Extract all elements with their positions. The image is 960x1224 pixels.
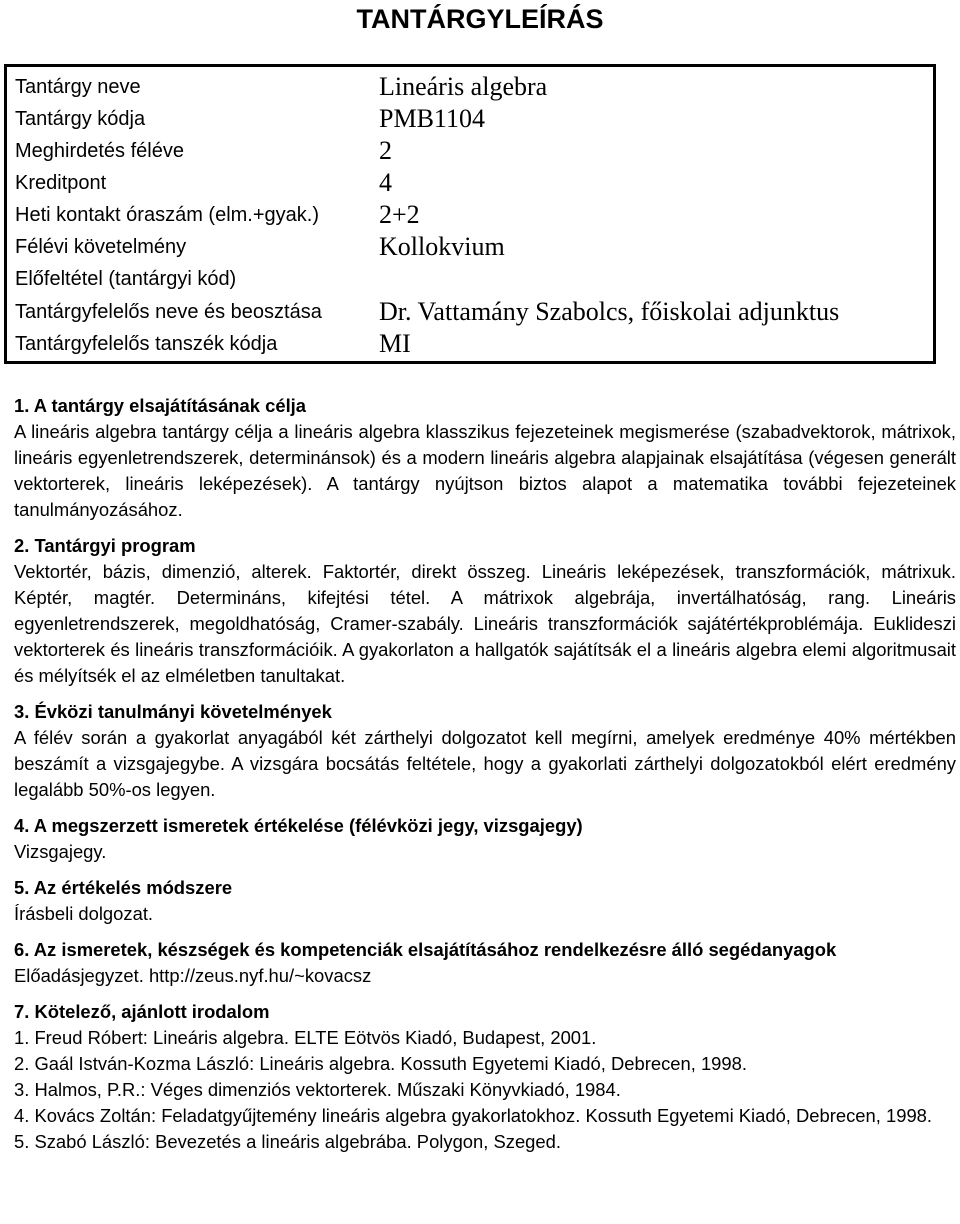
- section-heading: 3. Évközi tanulmányi követelmények: [14, 701, 332, 722]
- section-evaluation: [14, 813, 956, 865]
- info-label: Tantárgy kódja: [15, 108, 146, 130]
- section-heading: 2. Tantárgyi program: [14, 535, 196, 556]
- section-heading: 4. A megszerzett ismeretek értékelése (félévközi jegy, vizsgajegy): [14, 815, 583, 836]
- section-method: [14, 875, 956, 927]
- section-text: Vektortér, bázis, dimenzió, alterek. Faktortér, direkt összeg. Lineáris leképezések, transzformációk, mátrixuk. Képtér, magtér. Determináns, kifejtési tétel. A mátrixok algebrája, invertálhatóság, rang. Lineáris egyenletrendszerek, megoldhatóság, Cramer-szabály. Lineáris transzformációk sajátértékproblémája. Euklideszi vektorterek és lineáris transzformációik. A gyakorlaton a hallgatók sajátítsák el a lineáris algebra elemi algoritmusait és mélyítsék el az elméletben tanultakat.: [14, 561, 956, 686]
- literature-item: 1. Freud Róbert: Lineáris algebra. ELTE Eötvös Kiadó, Budapest, 2001.: [14, 1027, 597, 1048]
- info-label: Tantárgy neve: [15, 76, 141, 98]
- section-text: Vizsgajegy.: [14, 841, 107, 862]
- section-requirements: [14, 699, 956, 803]
- section-heading: 1. A tantárgy elsajátításának célja: [14, 395, 307, 416]
- section-text: Előadásjegyzet. http://zeus.nyf.hu/~kovacsz: [14, 965, 372, 986]
- info-value: 2: [379, 136, 392, 165]
- info-row-prerequisite: [7, 263, 933, 295]
- section-literature: [14, 999, 956, 1155]
- info-value: MI: [379, 329, 411, 358]
- info-label: Meghirdetés féléve: [15, 140, 184, 162]
- info-label: Heti kontakt óraszám (elm.+gyak.): [15, 204, 319, 226]
- info-row-course-code: [7, 103, 933, 135]
- info-row-course-name: [7, 71, 933, 103]
- info-label: Tantárgyfelelős tanszék kódja: [15, 333, 278, 355]
- info-value: Dr. Vattamány Szabolcs, főiskolai adjunktus: [379, 297, 840, 326]
- literature-item: 3. Halmos, P.R.: Véges dimenziós vektorterek. Műszaki Könyvkiadó, 1984.: [14, 1079, 621, 1100]
- section-text: Írásbeli dolgozat.: [14, 903, 154, 924]
- section-text: A félév során a gyakorlat anyagából két zárthelyi dolgozatot kell megírni, amelyek eredménye 40% mértékben beszámít a vizsgajegybe. A vizsgára bocsátás feltétele, hogy a gyakorlati zárthelyi dolgozatokból elért eredmény legalább 50%-os legyen.: [14, 727, 956, 800]
- literature-item: 5. Szabó László: Bevezetés a lineáris algebrába. Polygon, Szeged.: [14, 1131, 561, 1152]
- section-program: [14, 533, 956, 689]
- info-row-contact-hours: [7, 199, 933, 231]
- info-value: 4: [379, 168, 392, 197]
- info-value: Lineáris algebra: [379, 72, 548, 101]
- info-row-responsible: [7, 296, 933, 328]
- section-heading: 6. Az ismeretek, készségek és kompetenciák elsajátításához rendelkezésre álló segédanyagok: [14, 939, 837, 960]
- section-text: A lineáris algebra tantárgy célja a lineáris algebra klasszikus fejezeteinek megismerése (szabadvektorok, mátrixok, lineáris egyenletrendszerek, determinánsok) és a modern lineáris algebra alapjainak elsajátítása (végesen generált vektorterek, lineáris leképezések). A tantárgy nyújtson biztos alapot a matematika további fejezeteinek tanulmányozásához.: [14, 421, 956, 520]
- section-heading: 5. Az értékelés módszere: [14, 877, 233, 898]
- info-value: Kollokvium: [379, 232, 505, 261]
- info-row-semester: [7, 135, 933, 167]
- section-heading: 7. Kötelező, ajánlott irodalom: [14, 1001, 270, 1022]
- info-value: PMB1104: [379, 104, 485, 133]
- info-value: 2+2: [379, 200, 420, 229]
- info-label: Félévi követelmény: [15, 236, 187, 258]
- info-label: Tantárgyfelelős neve és beosztása: [15, 301, 322, 323]
- info-label: Előfeltétel (tantárgyi kód): [15, 268, 237, 290]
- document-title: TANTÁRGYLEÍRÁS: [356, 4, 604, 34]
- info-row-credits: [7, 167, 933, 199]
- course-info-table: [4, 64, 936, 364]
- literature-item: 2. Gaál István-Kozma László: Lineáris algebra. Kossuth Egyetemi Kiadó, Debrecen, 1998.: [14, 1053, 747, 1074]
- section-goal: [14, 393, 956, 523]
- info-row-requirement: [7, 231, 933, 263]
- info-label: Kreditpont: [15, 172, 107, 194]
- course-description: [14, 393, 956, 1165]
- literature-item: 4. Kovács Zoltán: Feladatgyűjtemény lineáris algebra gyakorlatokhoz. Kossuth Egyetemi Kiadó, Debrecen, 1998.: [14, 1105, 933, 1126]
- section-materials: [14, 937, 956, 989]
- info-row-department: [7, 328, 933, 360]
